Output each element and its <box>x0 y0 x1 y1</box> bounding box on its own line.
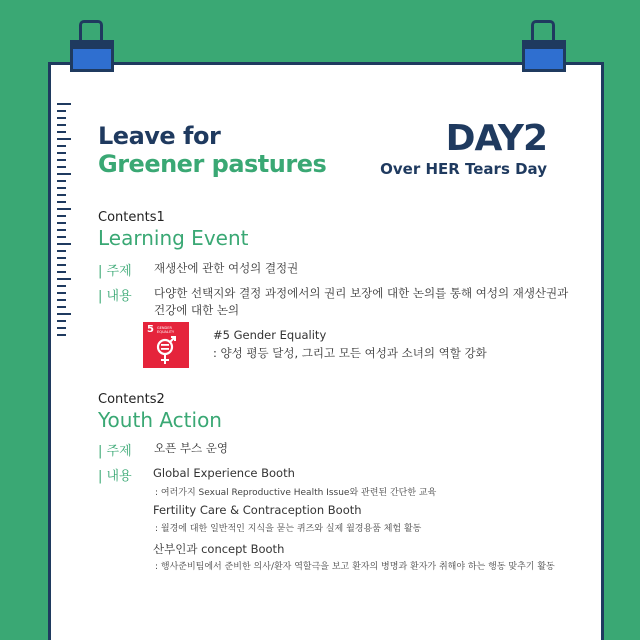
theme-text: 오픈 부스 운영 <box>154 441 228 455</box>
ruler-tick <box>57 313 71 315</box>
ruler-tick <box>57 250 66 252</box>
ruler-tick <box>57 271 66 273</box>
sdg-title: #5 Gender Equality <box>213 328 327 342</box>
content-line1: 다양한 선택지와 결정 과정에서의 권리 보장에 대한 논의를 통해 여성의 재생산권과 <box>154 286 569 300</box>
ruler-tick <box>57 292 66 294</box>
ruler-tick <box>57 229 66 231</box>
ruler-tick <box>57 145 66 147</box>
ruler-tick <box>57 124 66 126</box>
booth-desc: : 행사준비팀에서 준비한 의사/환자 역할극을 보고 환자의 병명과 환자가 취해야 하는 행동 맞추기 활동 <box>155 562 555 572</box>
ruler-ticks-icon <box>57 103 71 341</box>
ruler-tick <box>57 215 66 217</box>
content-line2: 건강에 대한 논의 <box>154 303 240 317</box>
content-tag: | 내용 <box>98 469 132 484</box>
ruler-tick <box>57 285 66 287</box>
ruler-tick <box>57 243 71 245</box>
theme-tag: | 주제 <box>98 444 132 459</box>
ruler-tick <box>57 194 66 196</box>
booth-name: Fertility Care & Contraception Booth <box>153 503 362 517</box>
ruler-tick <box>57 103 71 105</box>
ruler-tick <box>57 138 71 140</box>
ruler-tick <box>57 159 66 161</box>
title-line1: Leave for <box>98 122 221 150</box>
ruler-tick <box>57 257 66 259</box>
ruler-tick <box>57 173 71 175</box>
ruler-tick <box>57 208 71 210</box>
theme-tag: | 주제 <box>98 264 132 279</box>
binder-clip-icon <box>522 20 566 80</box>
theme-text: 재생산에 관한 여성의 결정권 <box>154 261 299 275</box>
ruler-tick <box>57 306 66 308</box>
ruler-tick <box>57 320 66 322</box>
ruler-tick <box>57 327 66 329</box>
ruler-tick <box>57 278 71 280</box>
ruler-tick <box>57 152 66 154</box>
ruler-tick <box>57 264 66 266</box>
booth-desc: : 여러가지 Sexual Reproductive Health Issue와 관련된 간단한 교육 <box>155 488 437 498</box>
binder-clip-icon <box>70 20 114 80</box>
section1-title: Learning Event <box>98 226 249 250</box>
booth-name: Global Experience Booth <box>153 466 295 480</box>
ruler-tick <box>57 166 66 168</box>
ruler-tick <box>57 201 66 203</box>
ruler-tick <box>57 222 66 224</box>
title-line2: Greener pastures <box>98 150 327 178</box>
ruler-tick <box>57 110 66 112</box>
sdg-desc: : 양성 평등 달성, 그리고 모든 여성과 소녀의 역할 강화 <box>213 346 487 360</box>
booth-name: 산부인과 concept Booth <box>153 542 285 556</box>
ruler-tick <box>57 180 66 182</box>
gender-equality-icon: 5 GENDER EQUALITY <box>143 322 189 368</box>
ruler-tick <box>57 131 66 133</box>
section2-title: Youth Action <box>98 408 222 432</box>
section1-label: Contents1 <box>98 210 165 225</box>
section2-label: Contents2 <box>98 392 165 407</box>
booth-desc: : 월경에 대한 일반적인 지식을 묻는 퀴즈와 실제 월경용품 체험 활동 <box>155 524 422 534</box>
day-subtitle: Over HER Tears Day <box>380 160 547 178</box>
day-label: DAY2 <box>445 118 547 159</box>
ruler-tick <box>57 117 66 119</box>
ruler-tick <box>57 334 66 336</box>
ruler-tick <box>57 187 66 189</box>
ruler-tick <box>57 299 66 301</box>
content-tag: | 내용 <box>98 289 132 304</box>
ruler-tick <box>57 236 66 238</box>
